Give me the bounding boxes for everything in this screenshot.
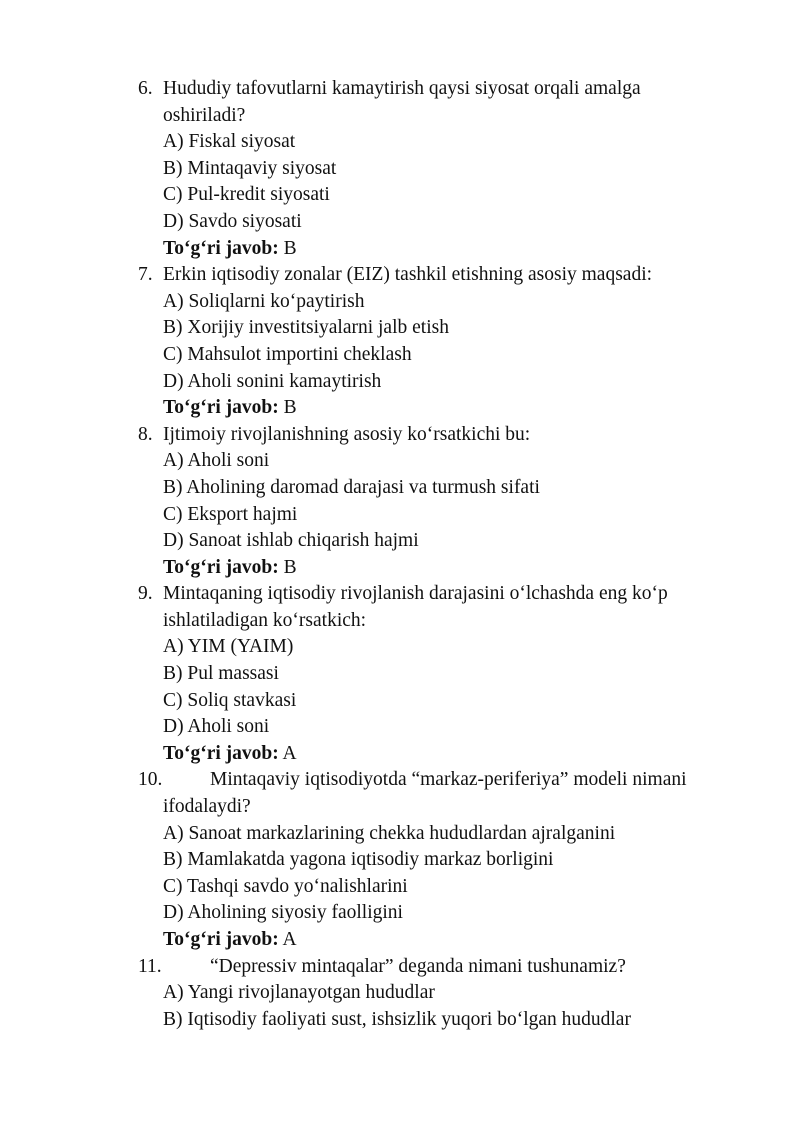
question-6 [0,76,800,262]
question-text: Ijtimoiy rivojlanishning asosiy ko‘rsatkichi bu: [163,423,531,445]
question-text: Hududiy tafovutlarni kamaytirish qaysi siyosat orqali amalga [163,78,641,99]
answer-value: B [283,237,297,259]
question-text: Mintaqaviy iqtisodiyotda “markaz-periferiya” modeli nimani [210,769,687,791]
question-number: 10. [138,769,163,791]
answer-value: B [283,397,297,419]
answer-label: To‘g‘ri javob: [163,397,279,419]
question-7 [0,262,800,422]
option-a: A) Aholi soni [163,450,270,472]
option-a: A) YIM (YAIM) [163,636,294,658]
question-number: 11. [138,955,162,977]
option-b: B) Xorijiy investitsiyalarni jalb etish [163,317,449,339]
option-a: A) Soliqlarni ko‘paytirish [163,290,365,312]
answer-label: To‘g‘ri javob: [163,237,279,259]
question-8 [0,422,800,582]
answer-value: A [282,929,297,950]
question-number: 7. [138,264,153,286]
option-a: A) Fiskal siyosat [163,131,296,153]
question-heading [0,954,800,981]
option-b: B) Mamlakatda yagona iqtisodiy markaz borligini [163,849,554,871]
answer-label: To‘g‘ri javob: [163,929,279,950]
question-heading [0,767,800,794]
correct-answer [0,555,800,582]
correct-answer [0,395,800,422]
option-d: D) Aholi soni [163,716,270,738]
option-a: A) Sanoat markazlarining chekka hududlardan ajralganini [163,822,616,844]
correct-answer [0,741,800,768]
correct-answer [0,236,800,263]
option-b: B) Pul massasi [163,663,279,685]
question-text-continued: oshiriladi? [163,104,246,126]
answer-value: B [283,556,297,578]
question-text-continued: ishlatiladigan ko‘rsatkich: [163,609,367,631]
option-c: C) Tashqi savdo yo‘nalishlarini [163,875,408,897]
question-text: Erkin iqtisodiy zonalar (EIZ) tashkil etishning asosiy maqsadi: [163,264,653,286]
answer-label: To‘g‘ri javob: [163,556,279,578]
option-d: D) Savdo siyosati [163,210,302,232]
question-heading [0,76,800,103]
document-page [0,76,800,1033]
question-heading [0,422,800,449]
correct-answer [0,927,800,954]
option-c: C) Mahsulot importini cheklash [163,343,412,365]
question-11 [0,954,800,1034]
question-text-continued: ifodalaydi? [163,796,251,818]
option-d: D) Aholining siyosiy faolligini [163,902,403,924]
question-number: 9. [138,583,153,605]
question-text: “Depressiv mintaqalar” deganda nimani tushunamiz? [210,955,626,977]
question-heading [0,262,800,289]
option-c: C) Pul-kredit siyosati [163,184,330,206]
option-b: B) Aholining daromad darajasi va turmush sifati [163,476,540,498]
question-9 [0,581,800,767]
question-number: 8. [138,423,153,445]
option-d: D) Aholi sonini kamaytirish [163,370,382,392]
option-c: C) Soliq stavkasi [163,689,297,711]
question-10 [0,767,800,953]
option-b: B) Mintaqaviy siyosat [163,157,337,179]
option-d: D) Sanoat ishlab chiqarish hajmi [163,530,419,552]
option-a: A) Yangi rivojlanayotgan hududlar [163,982,435,1004]
question-heading [0,581,800,608]
option-b: B) Iqtisodiy faoliyati sust, ishsizlik yuqori bo‘lgan hududlar [163,1008,631,1030]
question-number: 6. [138,78,153,99]
question-text: Mintaqaning iqtisodiy rivojlanish darajasini o‘lchashda eng ko‘p [163,583,668,605]
answer-label: To‘g‘ri javob: [163,742,279,764]
option-c: C) Eksport hajmi [163,503,298,525]
answer-value: A [282,742,297,764]
